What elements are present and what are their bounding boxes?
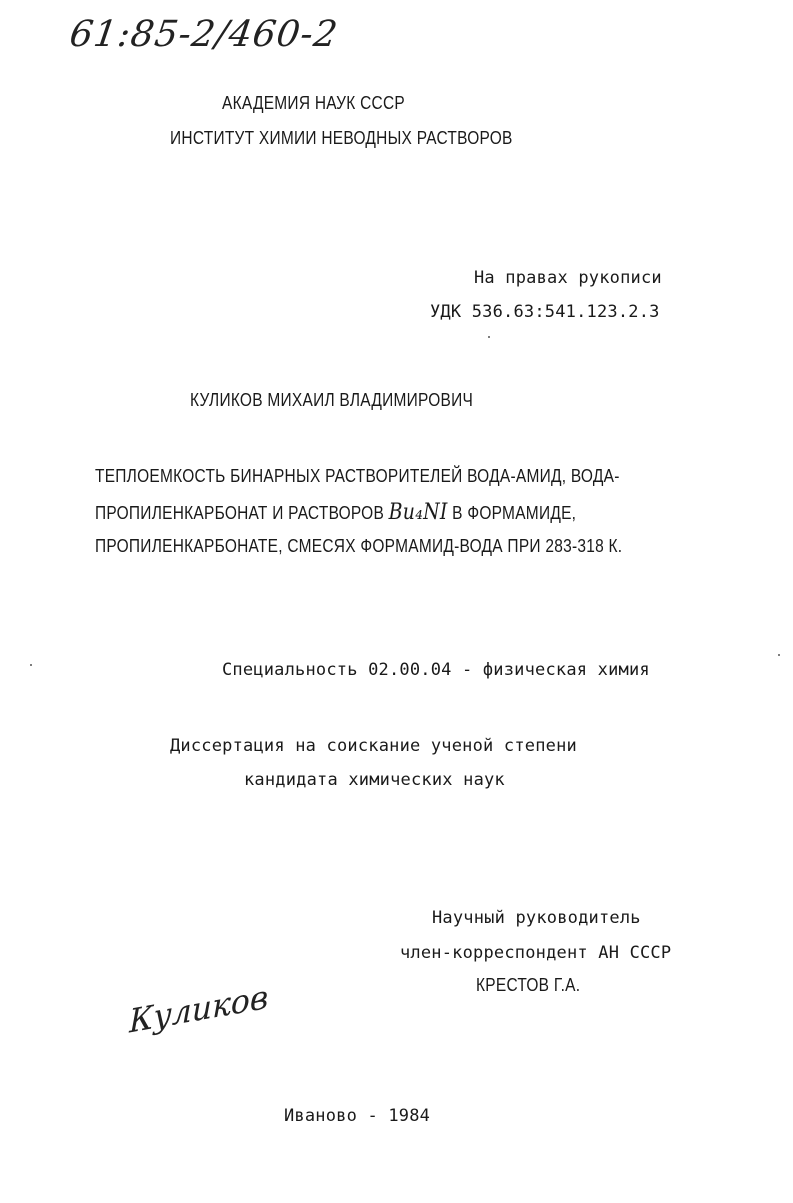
title-line-2-start: ПРОПИЛЕНКАРБОНАТ И РАСТВОРОВ (95, 503, 389, 523)
author-name: КУЛИКОВ МИХАИЛ ВЛАДИМИРОВИЧ (190, 390, 474, 410)
supervisor-title: член-корреспондент АН СССР (400, 943, 672, 963)
specialty: Специальность 02.00.04 - физическая химия (222, 660, 650, 680)
archive-handwritten-mark: 61:85-2/460-2 (67, 14, 341, 55)
chemical-formula: Bu₄NI (388, 500, 448, 525)
degree-line-2: кандидата химических наук (244, 770, 505, 790)
title-line-3: ПРОПИЛЕНКАРБОНАТЕ, СМЕСЯХ ФОРМАМИД-ВОДА ПРИ 283-318 К. (95, 536, 623, 556)
title-line-2-end: В ФОРМАМИДЕ, (447, 503, 577, 523)
author-signature: Куликов (129, 977, 269, 1041)
scan-speck (778, 654, 780, 656)
title-line-2 (95, 500, 576, 525)
place-and-year: Иваново - 1984 (284, 1106, 431, 1126)
supervisor-role: Научный руководитель (432, 908, 641, 928)
degree-line-1: Диссертация на соискание ученой степени (170, 736, 577, 756)
institute-name: ИНСТИТУТ ХИМИИ НЕВОДНЫХ РАСТВОРОВ (170, 128, 513, 148)
udc-code: УДК 536.63:541.123.2.3 (430, 302, 660, 322)
academy-name: АКАДЕМИЯ НАУК СССР (222, 93, 405, 113)
supervisor-name: КРЕСТОВ Г.А. (476, 975, 581, 995)
scan-speck (30, 664, 32, 666)
manuscript-rights: На правах рукописи (474, 268, 662, 288)
title-line-1: ТЕПЛОЕМКОСТЬ БИНАРНЫХ РАСТВОРИТЕЛЕЙ ВОДА-АМИД, ВОДА- (95, 466, 620, 486)
scan-speck (488, 336, 490, 338)
